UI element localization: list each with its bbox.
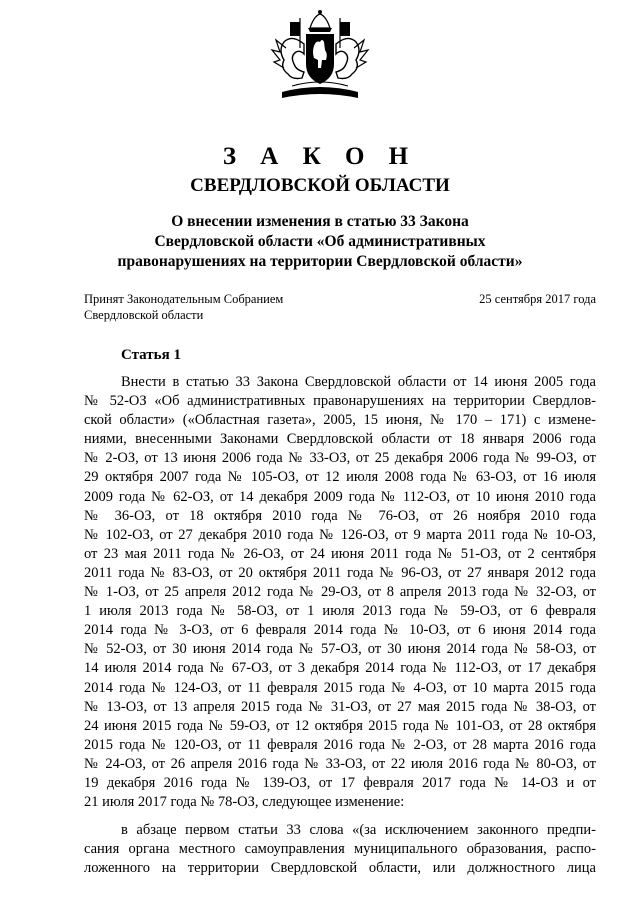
paragraph-line: № 1-ОЗ, от 25 апреля 2012 года № 29-ОЗ, от 8 апреля 2013 года № 32-ОЗ, от	[84, 584, 596, 601]
article-heading: Статья 1	[121, 347, 181, 363]
paragraph-line: 2011 года № 83-ОЗ, от 20 октября 2011 года № 96-ОЗ, от 27 января 2012 года	[84, 564, 596, 581]
adoption-line: Принят Законодательным Собранием	[84, 292, 284, 306]
paragraph-line: № 52-ОЗ, от 30 июня 2014 года № 57-ОЗ, от 30 июня 2014 года № 58-ОЗ, от	[84, 641, 596, 658]
law-title: З А К О Н	[222, 143, 418, 170]
paragraph-line: ниями, внесенными Законами Свердловской области от 18 января 2006 года	[84, 431, 596, 448]
paragraph-line: № 102-ОЗ, от 27 декабря 2010 года № 126-ОЗ, от 9 марта 2011 года № 10-ОЗ,	[84, 526, 596, 543]
sverdlovsk-coat-of-arms-icon	[262, 8, 378, 108]
paragraph-line: № 24-ОЗ, от 26 апреля 2016 года № 33-ОЗ, от 22 июля 2016 года № 80-ОЗ, от	[84, 755, 596, 772]
paragraph-line: 1 июля 2013 года № 58-ОЗ, от 1 июля 2013 года № 59-ОЗ, от 6 февраля	[84, 603, 596, 620]
adoption-line: Свердловской области	[84, 308, 204, 322]
paragraph-line: № 2-ОЗ, от 13 июня 2006 года № 33-ОЗ, от 25 декабря 2006 года № 99-ОЗ, от	[84, 450, 596, 467]
paragraph-line: 2014 года № 3-ОЗ, от 6 февраля 2014 года № 10-ОЗ, от 6 июня 2014 года	[84, 622, 596, 639]
subject-line: правонарушениях на территории Свердловской области»	[117, 253, 523, 270]
subject-line: О внесении изменения в статью 33 Закона	[171, 213, 469, 230]
law-subject	[80, 212, 560, 272]
paragraph-line: от 23 мая 2011 года № 26-ОЗ, от 24 июня 2011 года № 51-ОЗ, от 2 сентября	[84, 545, 596, 562]
paragraph-line: 29 октября 2007 года № 105-ОЗ, от 12 июля 2008 года № 63-ОЗ, от 16 июля	[84, 469, 596, 486]
paragraph-line: ской области» («Областная газета», 2005, 15 июня, № 170 – 171) с измене-	[84, 412, 596, 429]
paragraph-line: 24 июня 2015 года № 59-ОЗ, от 12 октября 2015 года № 101-ОЗ, от 28 октября	[84, 717, 596, 734]
adoption-date: 25 сентября 2017 года	[479, 292, 596, 306]
paragraph-line: № 36-ОЗ, от 18 октября 2010 года № 76-ОЗ, от 26 ноября 2010 года	[84, 507, 596, 524]
paragraph-line: 19 декабря 2016 года № 139-ОЗ, от 17 февраля 2017 года № 14-ОЗ и от	[84, 774, 596, 791]
paragraph-line: ложенного на территории Свердловской области, или должностного лица	[84, 860, 596, 877]
article-body	[84, 373, 596, 878]
subject-line: Свердловской области «Об административных	[154, 233, 486, 250]
paragraph-line: № 52-ОЗ «Об административных правонарушениях на территории Свердлов-	[84, 393, 596, 410]
paragraph-line: 21 июля 2017 года № 78-ОЗ, следующее изменение:	[84, 794, 405, 811]
paragraph-line: в абзаце первом статьи 33 слова «(за исключением законного предпи-	[121, 822, 596, 839]
paragraph-line: 2015 года № 120-ОЗ, от 11 февраля 2016 года № 2-ОЗ, от 28 марта 2016 года	[84, 736, 596, 753]
paragraph-line: 2009 года № 62-ОЗ, от 14 декабря 2009 года № 112-ОЗ, от 10 июня 2010 года	[84, 488, 596, 505]
region-title: СВЕРДЛОВСКОЙ ОБЛАСТИ	[190, 175, 450, 196]
paragraph-line: № 13-ОЗ, от 13 апреля 2015 года № 31-ОЗ, от 27 мая 2015 года № 38-ОЗ, от	[84, 698, 596, 715]
paragraph-line: Внести в статью 33 Закона Свердловской области от 14 июня 2005 года	[121, 374, 596, 390]
paragraph-line: 14 июля 2014 года № 67-ОЗ, от 3 декабря 2014 года № 112-ОЗ, от 17 декабря	[84, 660, 596, 677]
paragraph-line: сания органа местного самоуправления муниципального образования, распо-	[84, 841, 596, 858]
adoption-body	[84, 291, 283, 323]
paragraph-line: 2014 года № 124-ОЗ, от 11 февраля 2015 года № 4-ОЗ, от 10 марта 2015 года	[84, 679, 596, 696]
